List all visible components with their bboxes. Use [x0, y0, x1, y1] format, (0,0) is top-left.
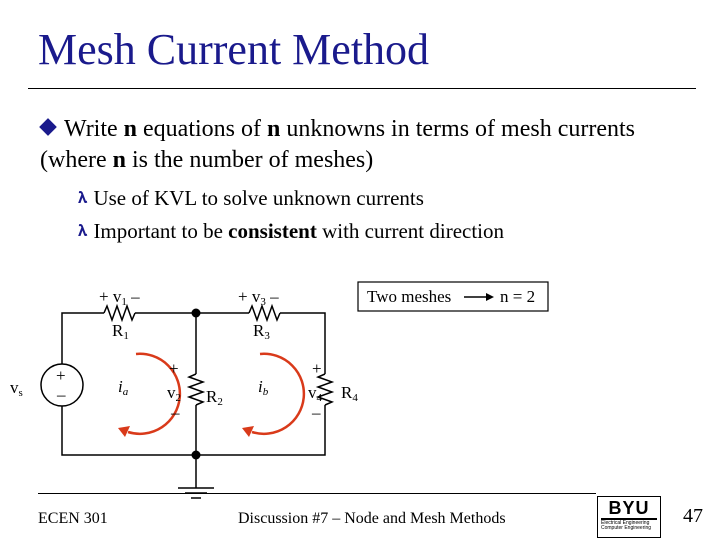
meshes-note-right: n = 2 — [500, 287, 536, 306]
logo-text: BYU — [608, 498, 650, 518]
sub-bullet-kvl-text: Use of KVL to solve unknown currents — [93, 186, 424, 210]
r2-label: R2 — [206, 387, 223, 408]
v4-minus: – — [312, 403, 321, 422]
arrowhead-right-icon — [486, 293, 494, 301]
topic-label: Discussion #7 – Node and Mesh Methods — [238, 510, 506, 527]
sub-bullet-consistent-post: with current direction — [316, 219, 505, 243]
byu-logo — [597, 496, 661, 538]
page-number: 47 — [683, 505, 703, 527]
v2-plus: + — [169, 359, 179, 378]
v3-label: + v3 – — [238, 287, 279, 308]
bullet-n-3: n — [112, 147, 126, 173]
circuit-wires — [41, 306, 332, 498]
v4-label: v4 — [308, 383, 322, 404]
resistor-r1 — [104, 306, 135, 320]
source-minus: – — [57, 385, 66, 404]
footer-divider — [38, 493, 596, 494]
bullet-n-2: n — [267, 116, 281, 142]
course-label: ECEN 301 — [38, 510, 108, 527]
resistor-r2 — [189, 374, 203, 405]
node-bottom — [192, 451, 201, 460]
logo-subtext: Electrical Engineering Computer Engineering — [601, 520, 652, 531]
node-top — [192, 309, 201, 318]
caret-bullet-icon: 𝛌 — [78, 223, 88, 240]
r1-label: R1 — [112, 321, 129, 342]
bullet-text-2: equations of — [137, 116, 268, 142]
sub-bullet-consistent-pre: Important to be — [93, 219, 229, 243]
r4-label: R4 — [341, 383, 358, 404]
sub-bullet-consistent-bold: consistent — [228, 219, 317, 243]
vs-label: vs — [10, 378, 23, 399]
meshes-note-left: Two meshes — [367, 287, 452, 306]
v1-label: + v1 – — [99, 287, 140, 308]
source-plus: + — [56, 366, 66, 385]
bullet-n-1: n — [123, 116, 138, 142]
ib-label: ib — [258, 377, 269, 398]
r3-label: R3 — [253, 321, 270, 342]
ia-label: ia — [118, 377, 129, 398]
v2-minus: – — [171, 403, 180, 422]
bullet-text-1: Write — [64, 116, 124, 142]
caret-bullet-icon: 𝛌 — [78, 190, 88, 207]
bullet-text-3: unknowns in terms of mesh currents (where — [40, 116, 635, 173]
slide-title: Mesh Current Method — [38, 25, 430, 74]
bullet-text-4: is the number of meshes) — [125, 147, 374, 173]
v2-label: v2 — [167, 383, 181, 404]
resistor-r3 — [249, 306, 280, 320]
v4-plus: + — [312, 359, 322, 378]
